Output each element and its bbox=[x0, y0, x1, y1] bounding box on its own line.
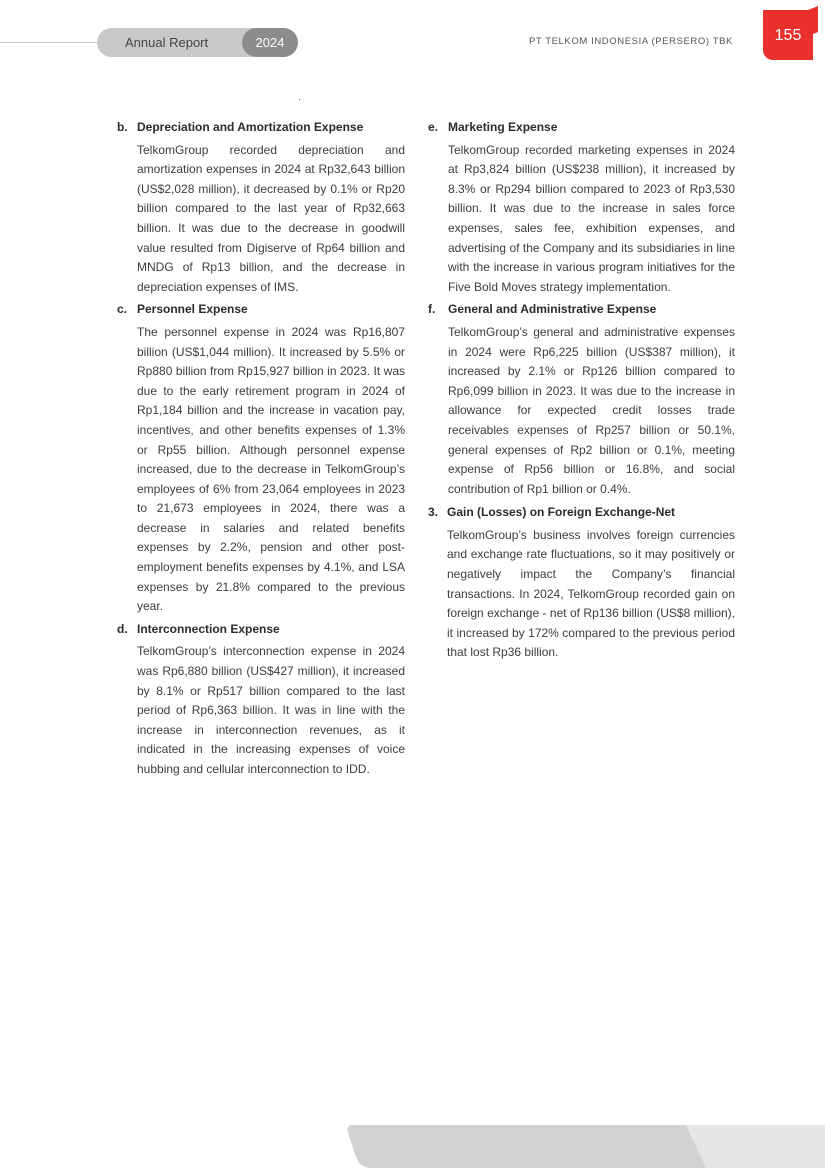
item-heading bbox=[117, 118, 405, 138]
item-title: Marketing Expense bbox=[448, 120, 558, 134]
report-label: Annual Report bbox=[97, 28, 267, 57]
item-heading bbox=[117, 300, 405, 320]
page-number: 155 bbox=[763, 10, 813, 60]
item-letter: b. bbox=[117, 120, 128, 134]
company-name: PT TELKOM INDONESIA (PERSERO) TBK bbox=[528, 36, 733, 47]
item-marketing bbox=[428, 118, 735, 297]
section-foreign-exchange bbox=[428, 503, 735, 663]
right-column bbox=[428, 118, 735, 663]
item-title: Interconnection Expense bbox=[137, 621, 280, 636]
item-body: TelkomGroup recorded marketing expenses in 2024 at Rp3,824 billion (US$238 million), it increased by 8.3% or Rp294 billion compared to 2023 of Rp3,530 billion. It was due to the increase in sales force expenses, sales fee, exhibition expenses, and advertising of the Company and its subsidiaries in line with the increase in various program initiatives for the Five Bold Moves strategy implementation. bbox=[448, 142, 735, 294]
item-heading bbox=[117, 620, 405, 640]
item-letter: d. bbox=[117, 621, 128, 636]
item-interconnection bbox=[117, 620, 405, 780]
item-letter: f. bbox=[428, 302, 436, 317]
item-title: Depreciation and Amortization Expense bbox=[137, 120, 364, 134]
item-body: TelkomGroup’s interconnection expense in 2024 was Rp6,880 billion (US$427 million), it increased by 8.1% or Rp517 billion compared to the last period of Rp6,363 billion. It was in line with the increase in interconnection revenues, as it indicated in the increasing expenses of voice hubbing and cellular interconnection to IDD. bbox=[137, 644, 405, 776]
item-letter: e. bbox=[428, 120, 439, 134]
section-body: TelkomGroup’s business involves foreign currencies and exchange rate fluctuations, so it may positively or negatively impact the Company’s financial transactions. In 2024, TelkomGroup recorded gain on foreign exchange - net of Rp136 billion (US$8 million), it increased by 172% compared to the previous period that lost Rp36 billion. bbox=[447, 527, 735, 660]
item-depreciation bbox=[117, 118, 405, 297]
section-number: 3. bbox=[428, 505, 439, 520]
item-title: General and Administrative Expense bbox=[448, 302, 657, 317]
section-title: Gain (Losses) on Foreign Exchange-Net bbox=[447, 505, 676, 520]
report-year-badge: 2024 bbox=[242, 28, 298, 57]
item-heading bbox=[428, 300, 735, 320]
item-body: TelkomGroup’s general and administrative expenses in 2024 were Rp6,225 billion (US$387 million), it increased by 2.1% or Rp126 billion compared to Rp6,099 billion in 2023. It was due to the increase in allowance for expected credit losses trade receivables expenses of Rp257 billion or 50.1%, general expenses of Rp2 billion or 0.1%, meeting expense of Rp56 billion or 16.8%, and social contribution of Rp1 billion or 0.4%. bbox=[448, 324, 735, 496]
item-body: The personnel expense in 2024 was Rp16,807 billion (US$1,044 million). It increased by 5.5% or Rp880 billion from Rp15,927 billion in 2023. It was due to the early retirement program in 2024 of Rp1,184 billion and the increase in vacation pay, incentives, and other benefits expenses of 1.3% or Rp55 billion. Although personnel expense increased, due to the decrease in TelkomGroup’s employees of 6% from 23,064 employees in 2023 to 21,673 employees in 2024, there was a decrease in salaries and related benefits expenses by 2.2%, pension and other post-employment benefits expenses by 4.1%, and LSA expenses by 21.8% compared to the previous year. bbox=[137, 324, 405, 614]
header-rule bbox=[0, 42, 110, 43]
item-body: TelkomGroup recorded depreciation and amortization expenses in 2024 at Rp32,643 billion (US$2,028 million), it decreased by 0.1% or Rp20 billion compared to the last year of Rp32,663 billion. It was due to the decrease in goodwill value resulted from Digiserve of Rp64 billion and MNDG of Rp13 billion, and the decrease in depreciation expenses of IMS. bbox=[137, 142, 405, 294]
stray-dot bbox=[299, 99, 300, 100]
item-general-admin bbox=[428, 300, 735, 499]
section-heading bbox=[428, 503, 735, 523]
item-letter: c. bbox=[117, 302, 128, 317]
item-personnel bbox=[117, 300, 405, 617]
footer-decoration bbox=[0, 1125, 825, 1168]
item-title: Personnel Expense bbox=[137, 302, 248, 317]
left-column bbox=[117, 118, 405, 783]
item-heading bbox=[428, 118, 735, 138]
